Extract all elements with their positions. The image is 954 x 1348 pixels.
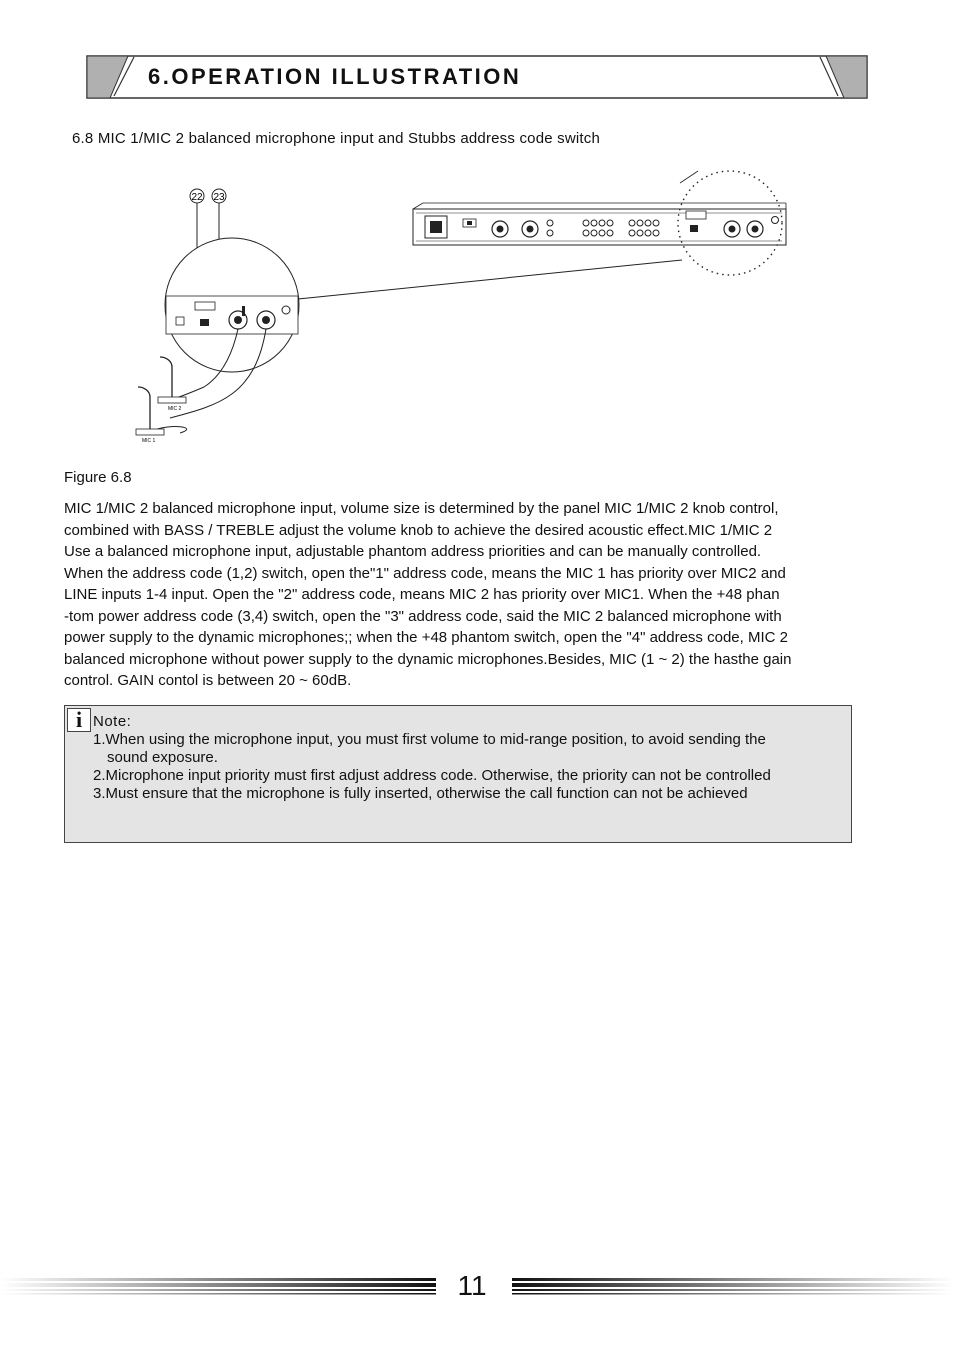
callout-22-label: 22: [191, 192, 203, 203]
microphone-2: [158, 357, 186, 412]
callout-23: [212, 189, 226, 203]
zoom-detail: [165, 238, 299, 372]
body-line: MIC 1/MIC 2 balanced microphone input, volume size is determined by the panel MIC 1/MIC 2 knob control,: [64, 500, 779, 517]
callout-22: [190, 189, 204, 203]
body-line: control. GAIN contol is between 20 ~ 60dB.: [64, 672, 352, 689]
note-box: [64, 705, 852, 843]
body-line: combined with BASS / TREBLE adjust the volume knob to achieve the desired acoustic effect.MIC 1/MIC 2: [64, 521, 773, 539]
info-icon: i: [67, 708, 91, 732]
body-line: power supply to the dynamic microphones;; when the +48 phantom switch, open the "4" address code, MIC 2: [64, 629, 788, 646]
rear-panel-diagram: [120, 165, 820, 455]
body-line: When the address code (1,2) switch, open the"1" address code, means the MIC 1 has priority over MIC2 and: [64, 564, 786, 582]
body-line: -tom power address code (3,4) switch, open the "3" address code, said the MIC 2 balanced microphone with: [64, 607, 782, 625]
mic-2-label: MIC 2: [168, 406, 182, 412]
body-line: balanced microphone without power supply to the dynamic microphones.Besides, MIC (1 ~ 2) the hasthe gain: [64, 650, 792, 668]
figure-caption: Figure 6.8: [64, 469, 132, 486]
note-item: 2.Microphone input priority must first adjust address code. Otherwise, the priority can not be controlled: [93, 767, 771, 784]
body-line: Use a balanced microphone input, adjustable phantom address priorities and can be manually controlled.: [64, 543, 762, 560]
mic-1-label: MIC 1: [142, 438, 156, 444]
callout-23-label: 23: [213, 192, 225, 203]
section-heading: 6.8 MIC 1/MIC 2 balanced microphone input and Stubbs address code switch: [72, 130, 601, 147]
note-title: Note:: [93, 713, 132, 730]
body-line: LINE inputs 1-4 input. Open the "2" address code, means MIC 2 has priority over MIC1. When the +48 phan: [64, 586, 780, 603]
section-banner: [86, 55, 868, 99]
note-item: 1.When using the microphone input, you must first volume to mid-range position, to avoid sending the: [93, 731, 766, 748]
microphone-1: [136, 387, 164, 444]
note-item: 3.Must ensure that the microphone is fully inserted, otherwise the call function can not be achieved: [93, 785, 748, 802]
figure-rear-panel: [120, 165, 820, 455]
note-list: [93, 731, 853, 803]
note-item-continuation: sound exposure.: [107, 749, 218, 766]
body-paragraph: [64, 498, 876, 692]
page-title: 6.OPERATION ILLUSTRATION: [148, 64, 522, 89]
page-number: 11: [457, 1270, 487, 1301]
amplifier-rear-panel: [413, 203, 786, 245]
